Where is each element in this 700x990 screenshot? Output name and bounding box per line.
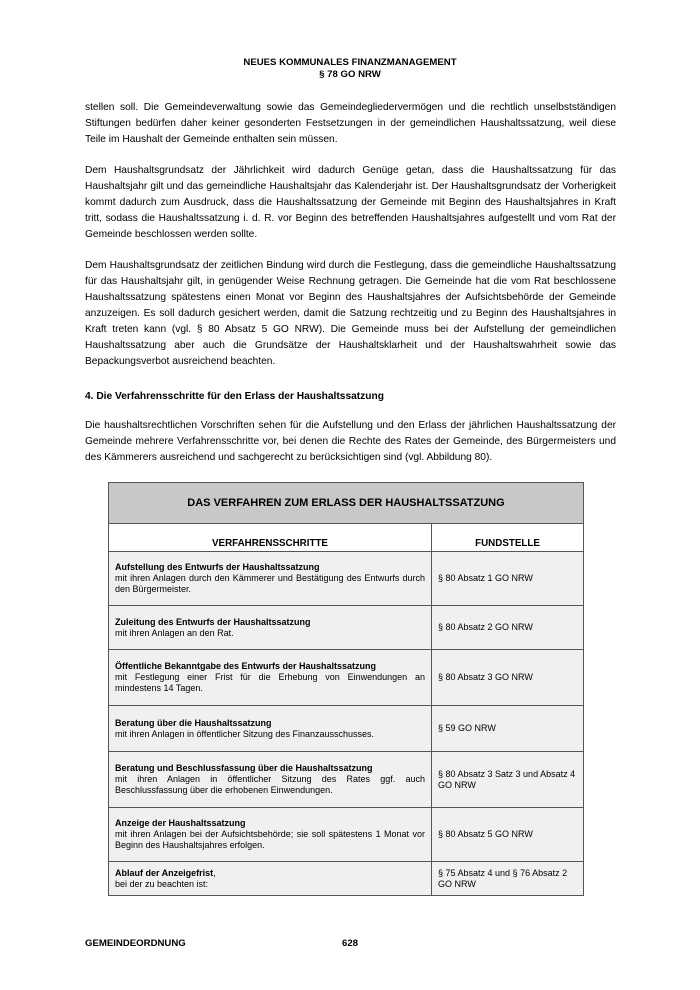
header-title: NEUES KOMMUNALES FINANZMANAGEMENT: [243, 57, 457, 68]
section-heading: 4. Die Verfahrensschritte für den Erlass der Haushaltssatzung: [85, 391, 384, 402]
footer-label: GEMEINDEORDNUNG: [85, 938, 186, 949]
page-header: [0, 57, 700, 81]
section-intro: Die haushaltsrechtlichen Vorschriften sehen für die Aufstellung und den Erlass der jährlichen Haushaltssatzung der Gemeinde mehrere Verfahrensschritte vor, bei denen die Rechte des Rates der Gemeinde, des Bürgermeisters und des Kämmerers ausreichend und sachgerecht zu berücksichtigen sind (vgl. Abbildung 80).: [85, 420, 616, 463]
step-cell: [109, 552, 432, 606]
reference-cell: § 80 Absatz 1 GO NRW: [432, 552, 584, 606]
table-row: [109, 552, 584, 606]
header-section: § 78 GO NRW: [319, 69, 381, 80]
step-name: Ablauf der Anzeigefrist,: [115, 867, 216, 878]
step-cell: [109, 650, 432, 706]
reference-cell: § 80 Absatz 2 GO NRW: [432, 606, 584, 650]
paragraph-1: stellen soll. Die Gemeindeverwaltung sowie das Gemeindegliedervermögen und die rechtlich unselbstständigen Stiftungen bedürfen daher keiner gesonderten Festsetzungen in der gemeindlichen Haushaltssatzung, weil diese Teile im Haushalt der Gemeinde enthalten sein müssen.: [85, 102, 616, 145]
column-header-reference: FUNDSTELLE: [432, 524, 584, 552]
step-description: mit ihren Anlagen an den Rat.: [115, 627, 234, 638]
reference-cell: § 59 GO NRW: [432, 706, 584, 752]
reference-cell: § 80 Absatz 3 GO NRW: [432, 650, 584, 706]
step-name: Zuleitung des Entwurfs der Haushaltssatzung: [115, 616, 311, 627]
table-title: DAS VERFAHREN ZUM ERLASS DER HAUSHALTSSATZUNG: [109, 483, 584, 524]
reference-cell: § 80 Absatz 5 GO NRW: [432, 808, 584, 862]
step-description: mit ihren Anlagen in öffentlicher Sitzung des Rates ggf. auch Beschlussfassung über die erhobenen Einwendungen.: [115, 774, 425, 795]
table-row: [109, 706, 584, 752]
table-row: [109, 606, 584, 650]
step-name: Beratung und Beschlussfassung über die Haushaltssatzung: [115, 763, 373, 773]
procedure-table: [108, 482, 584, 896]
step-description: mit ihren Anlagen in öffentlicher Sitzung des Finanzausschusses.: [115, 728, 374, 739]
step-name-text: Ablauf der Anzeigefrist: [115, 867, 214, 878]
table-row: [109, 752, 584, 808]
paragraph-2: Dem Haushaltsgrundsatz der Jährlichkeit wird dadurch Genüge getan, dass die Haushaltssatzung für das Haushaltsjahr gilt und das gemeindliche Haushaltsjahr das Kalenderjahr ist. Der Haushaltsgrundsatz der Vorherigkeit kommt dadurch zum Ausdruck, dass die Haushaltssatzung der Gemeinde mit Beginn des Haushaltsjahres in Kraft tritt, sodass die Haushaltssatzung i. d. R. vor Beginn des betreffenden Haushaltsjahres aufgestellt und vom Rat der Gemeinde beschlossen werden sollte.: [85, 165, 616, 240]
page-number: 628: [341, 938, 358, 949]
step-cell: [109, 752, 432, 808]
step-name: Beratung über die Haushaltssatzung: [115, 717, 272, 728]
table-row: [109, 650, 584, 706]
reference-cell: § 80 Absatz 3 Satz 3 und Absatz 4 GO NRW: [432, 752, 584, 808]
step-description: mit ihren Anlagen bei der Aufsichtsbehörde; sie soll spätestens 1 Monat vor Beginn des Haushaltsjahres erfolgen.: [115, 829, 425, 850]
step-description: bei der zu beachten ist:: [115, 878, 209, 889]
step-cell: [109, 606, 432, 650]
step-cell: [109, 862, 432, 896]
table-row: [109, 808, 584, 862]
reference-cell: § 75 Absatz 4 und § 76 Absatz 2 GO NRW: [432, 862, 584, 896]
step-name: Aufstellung des Entwurfs der Haushaltssatzung: [115, 562, 320, 572]
step-cell: [109, 706, 432, 752]
step-description: mit ihren Anlagen durch den Kämmerer und Bestätigung des Entwurfs durch den Bürgermeister.: [115, 573, 425, 594]
column-header-steps: VERFAHRENSSCHRITTE: [109, 524, 432, 552]
step-name: Öffentliche Bekanntgabe des Entwurfs der Haushaltssatzung: [115, 661, 377, 671]
step-name: Anzeige der Haushaltssatzung: [115, 818, 246, 828]
paragraph-3: Dem Haushaltsgrundsatz der zeitlichen Bindung wird durch die Festlegung, dass die gemeindliche Haushaltssatzung für das Haushaltsjahr gilt, in genügender Weise Rechnung getragen. Die Gemeinde hat die vom Rat beschlossene Haushaltssatzung spätestens einen Monat vor Beginn des Haushaltsjahres der Aufsichtsbehörde der Gemeinde anzuzeigen. Es soll dadurch gesichert werden, damit die Satzung rechtzeitig und zu Beginn des Haushaltsjahres in Kraft treten kann (vgl. § 80 Absatz 5 GO NRW). Die Gemeinde muss bei der Aufstellung der gemeindlichen Haushaltssatzung aber auch die Grundsätze der Haushaltsklarheit und der Haushaltswahrheit sowie das Bepackungsverbot ausreichend beachten.: [85, 260, 616, 367]
table-row: [109, 862, 584, 896]
body-text: [85, 100, 616, 481]
step-description: mit Festlegung einer Frist für die Erhebung von Einwendungen an mindestens 14 Tagen.: [115, 672, 425, 693]
step-cell: [109, 808, 432, 862]
